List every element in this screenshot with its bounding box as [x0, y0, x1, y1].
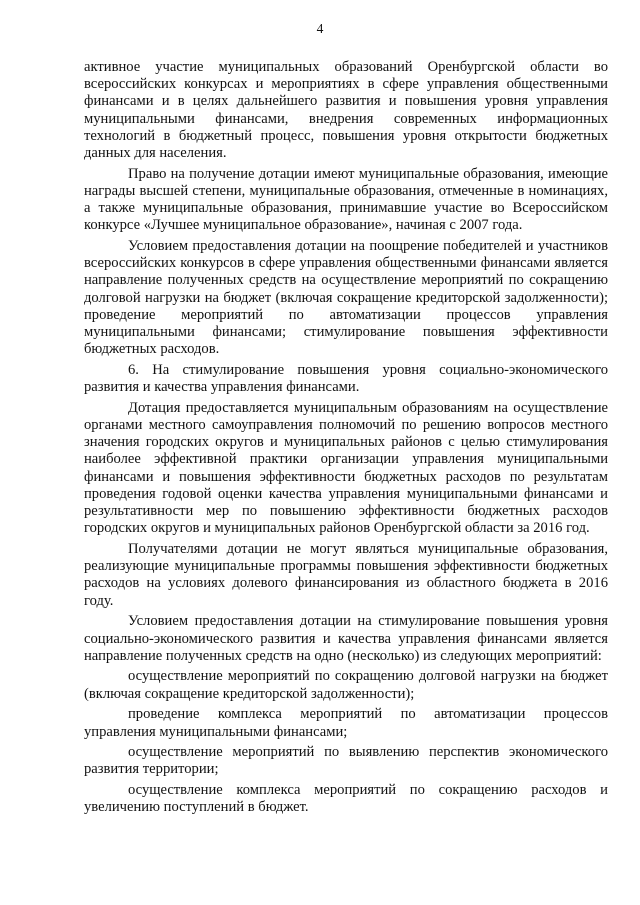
page-number: 4 [316, 21, 324, 36]
paragraph-usage-condition: Условием предоставления дотации на стимулирование повышения уровня социально-экономического развития и качества управления финансами является направление полученных средств на одно (несколько) из следующих мероприятий: [84, 613, 608, 664]
list-item-automation: проведение комплекса мероприятий по автоматизации процессов управления муниципальными финансами; [84, 706, 608, 740]
paragraph-eligibility: Право на получение дотации имеют муниципальные образования, имеющие награды высшей степени, муниципальные образования, отмеченные в номинациях, а также муниципальные образования, принимавшие участие во Всероссийском конкурсе «Лучшее муниципальное образование», начиная с 2007 года. [84, 165, 608, 234]
list-item-economic-prospects: осуществление мероприятий по выявлению перспектив экономического развития территории; [84, 744, 608, 778]
document-body [84, 59, 608, 820]
list-item-expense-reduction: осуществление комплекса мероприятий по сокращению расходов и увеличению поступлений в бюджет. [84, 782, 608, 816]
paragraph-exclusion: Получателями дотации не могут являться муниципальные образования, реализующие муниципальные программы повышения эффективности бюджетных расходов на условиях долевого финансирования из областного бюджета в 2016 году. [84, 540, 608, 609]
list-item-debt-reduction: осуществление мероприятий по сокращению долговой нагрузки на бюджет (включая сокращение кредиторской задолженности); [84, 668, 608, 702]
paragraph-grant-condition: Условием предоставления дотации на поощрение победителей и участников всероссийских конкурсов в сфере управления общественными финансами является направление полученных средств на осуществление мероприятий по сокращению долговой нагрузки на бюджет (включая сокращение кредиторской задолженности); проведение мероприятий по автоматизации процессов управления муниципальными финансами; стимулирование повышения эффективности бюджетных расходов. [84, 238, 608, 358]
paragraph-continuation: активное участие муниципальных образований Оренбургской области во всероссийских конкурсах и мероприятиях в сфере управления общественными финансами и в целях дальнейшего развития и повышения уровня управления муниципальными финансами, внедрения современных информационных технологий в бюджетный процесс, повышения уровня открытости бюджетных данных для населения. [84, 59, 608, 162]
paragraph-grant-purpose: Дотация предоставляется муниципальным образованиям на осуществление органами местного самоуправления полномочий по решению вопросов местного значения городских округов и муниципальных районов с целью стимулирования наиболее эффективной практики организации управления муниципальными финансами и повышения эффективности бюджетных расходов по результатам проведения годовой оценки качества управления муниципальными финансами и результативности мер по повышению эффективности бюджетных расходов городских округов и муниципальных районов Оренбургской области за 2016 год. [84, 399, 608, 537]
section-heading-6: 6. На стимулирование повышения уровня социально-экономического развития и качества управления финансами. [84, 361, 608, 396]
